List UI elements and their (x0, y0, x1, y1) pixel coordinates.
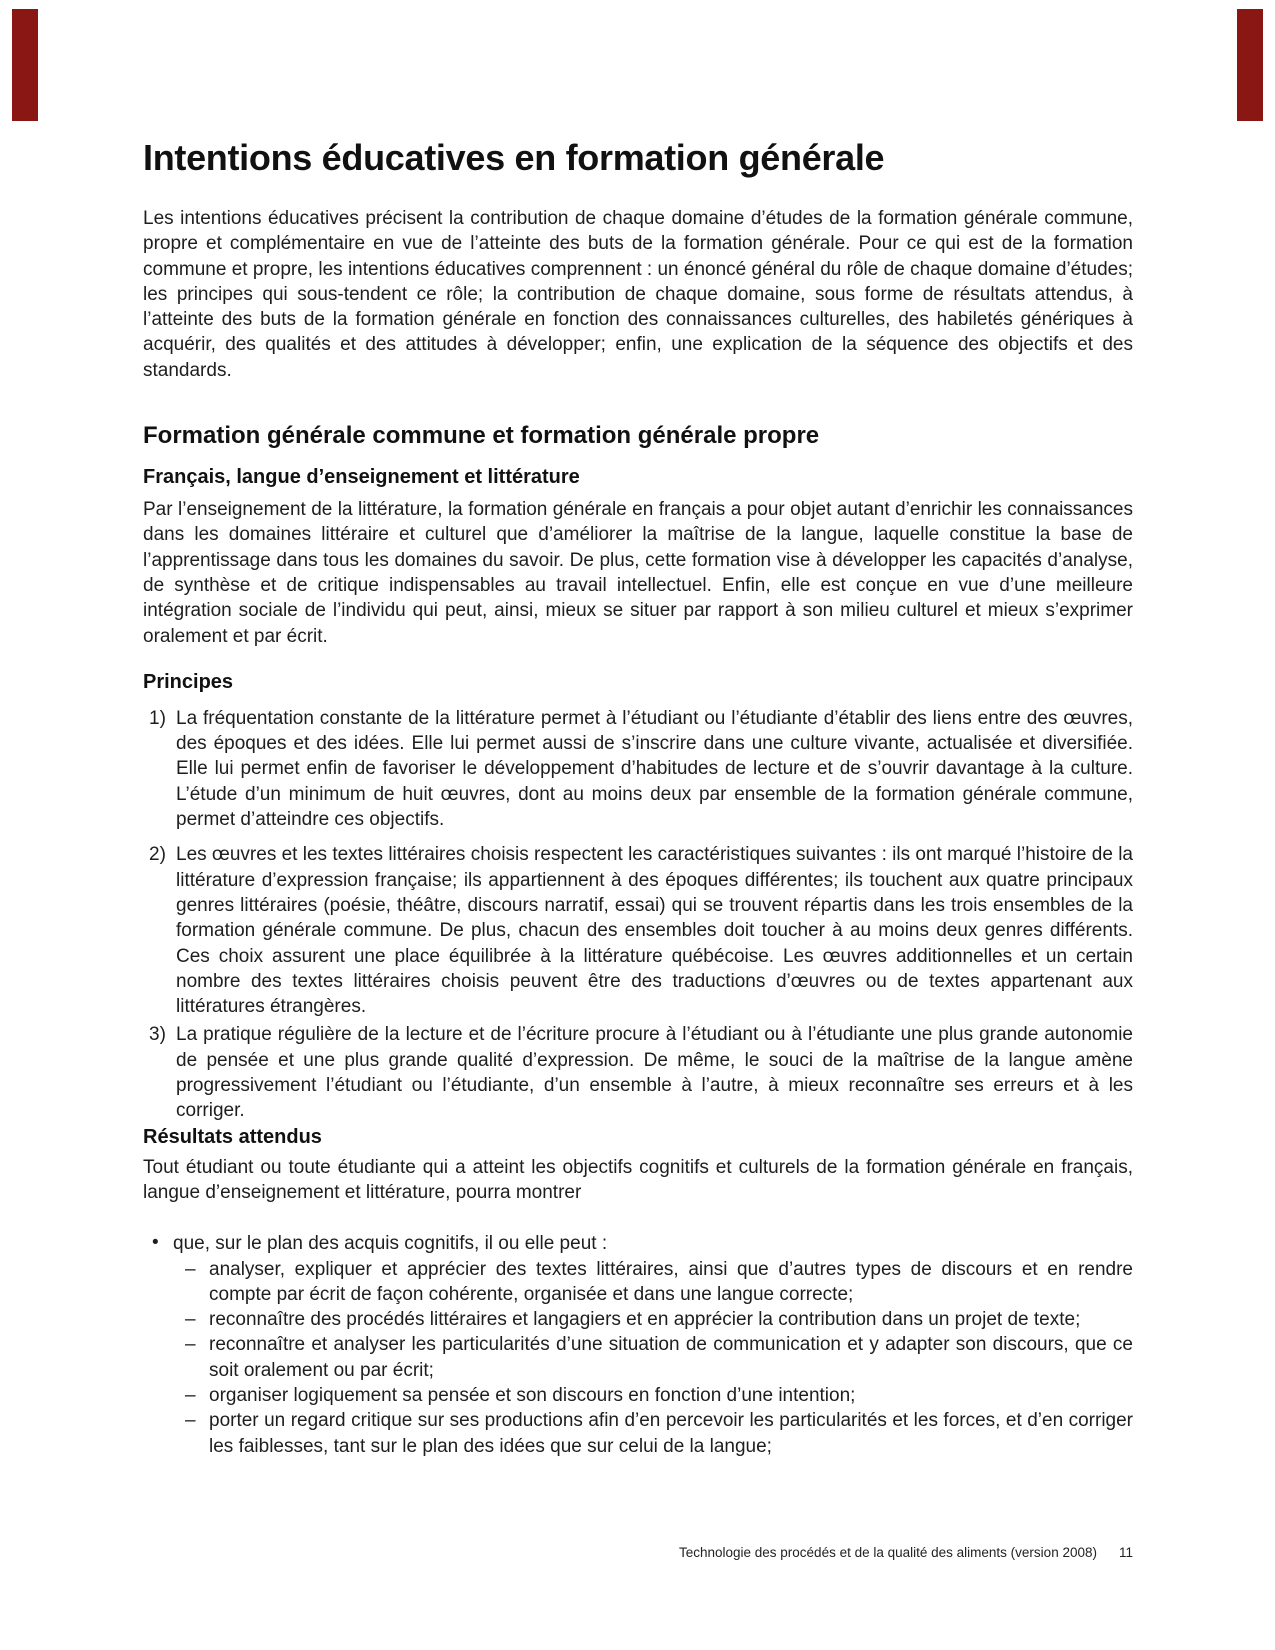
dash-item-text: porter un regard critique sur ses productions afin d’en percevoir les particularités et les forces, et d’en corriger les faiblesses, tant sur le plan des idées que sur celui de la langue; (209, 1410, 1133, 1457)
intro-paragraph: Les intentions éducatives précisent la contribution de chaque domaine d’études de la formation générale commune, propre et complémentaire en vue de l’atteinte des buts de la formation générale. Pour ce qui est de la formation commune et propre, les intentions éducatives comprennent : un énoncé général du rôle de chaque domaine d’études; les principes qui sous-tendent ce rôle; la contribution de chaque domaine, sous forme de résultats attendus, à l’atteinte des buts de la formation générale en fonction des connaissances culturelles, des habiletés génériques à acquérir, des qualités et des attitudes à développer; enfin, une explication de la séquence des objectifs et des standards. (143, 208, 1133, 381)
numbered-item-2 (143, 842, 1133, 1019)
list-item-text: Les œuvres et les textes littéraires choisis respectent les caractéristiques suivantes : ils ont marqué l’histoire de la littérature d’expression française; ils appartiennent à des époques différentes; ils touchent aux quatre principaux genres littéraires (poésie, théâtre, discours narratif, essai) qui se trouvent répartis dans les trois ensembles de la formation générale commune. De plus, chacun des ensembles doit toucher à au moins deux genres différents. Ces choix assurent une place équilibrée à la littérature québécoise. Les œuvres additionnelles et un certain nombre des textes littéraires choisis peuvent être des traductions d’œuvres ou de textes appartenant aux littératures étrangères. (176, 844, 1133, 1018)
bullet-item-text: que, sur le plan des acquis cognitifs, il ou elle peut : (173, 1233, 608, 1255)
dash-icon: – (185, 1334, 196, 1356)
dash-item-text: reconnaître des procédés littéraires et langagiers et en apprécier la contribution dans un projet de texte; (209, 1309, 1081, 1331)
page-title: Intentions éducatives en formation générale (143, 137, 885, 178)
resultats-intro-paragraph: Tout étudiant ou toute étudiante qui a atteint les objectifs cognitifs et culturels de la formation générale en français, langue d’enseignement et littérature, pourra montrer (143, 1156, 1133, 1203)
dash-item-2 (185, 1307, 1133, 1332)
page-number: 11 (1118, 1545, 1133, 1560)
dash-item-3 (185, 1332, 1133, 1383)
dash-item-text: analyser, expliquer et apprécier des textes littéraires, ainsi que d’autres types de discours et en rendre compte par écrit de façon cohérente, organisée et dans une langue correcte; (209, 1258, 1133, 1305)
red-corner-mark-left (12, 9, 38, 121)
dash-item-1 (185, 1257, 1133, 1308)
dash-item-text: reconnaître et analyser les particularités d’une situation de communication et y adapter son discours, que ce soit oralement ou par écrit; (209, 1334, 1133, 1381)
dash-item-4 (185, 1383, 1133, 1408)
dash-icon: – (185, 1258, 196, 1280)
bullet-item (143, 1231, 1133, 1256)
red-corner-mark-right (1237, 9, 1263, 121)
dash-icon: – (185, 1410, 196, 1432)
section-title-formation: Formation générale commune et formation générale propre (143, 422, 820, 450)
list-number: 2) (149, 844, 166, 866)
list-number: 1) (149, 707, 166, 729)
list-number: 3) (149, 1024, 166, 1046)
subsection-title-francais: Français, langue d’enseignement et littérature (143, 466, 580, 489)
numbered-item-3 (143, 1022, 1133, 1123)
list-item-text: La fréquentation constante de la littérature permet à l’étudiant ou l’étudiante d’établir des liens entre des œuvres, des époques et des idées. Elle lui permet aussi de s’inscrire dans une culture vivante, actualisée et diversifiée. Elle lui permet enfin de favoriser le développement d’habitudes de lecture et de s’ouvrir davantage à la culture. L’étude d’un minimum de huit œuvres, dont au moins deux par ensemble de la formation générale commune, permet d’atteindre ces objectifs. (176, 707, 1133, 831)
numbered-item-1 (143, 706, 1133, 832)
dash-icon: – (185, 1384, 196, 1406)
page-footer (143, 1544, 1133, 1561)
dash-item-text: organiser logiquement sa pensée et son discours en fonction d’une intention; (209, 1384, 856, 1406)
cognitive-skills-list (143, 1231, 1133, 1459)
dash-item-5 (185, 1408, 1133, 1459)
list-item-text: La pratique régulière de la lecture et de l’écriture procure à l’étudiant ou à l’étudiante une plus grande autonomie de pensée et une plus grande qualité d’expression. De même, le souci de la maîtrise de la langue amène progressivement l’étudiant ou l’étudiante, d’un ensemble à l’autre, à mieux reconnaître ses erreurs et à les corriger. (176, 1024, 1133, 1122)
heading-resultats-attendus: Résultats attendus (143, 1125, 322, 1148)
dash-icon: – (185, 1309, 196, 1331)
heading-principes: Principes (143, 670, 234, 693)
bullet-icon: • (152, 1232, 159, 1254)
page-content (143, 0, 1133, 1459)
footer-document-title: Technologie des procédés et de la qualité des aliments (version 2008) (678, 1545, 1097, 1560)
francais-paragraph: Par l’enseignement de la littérature, la formation générale en français a pour objet autant d’enrichir les connaissances dans les domaines littéraire et culturel que d’améliorer la maîtrise de la langue, laquelle constitue la base de l’apprentissage dans tous les domaines du savoir. De plus, cette formation vise à développer les capacités d’analyse, de synthèse et de critique indispensables au travail intellectuel. Enfin, elle est conçue en vue d’une meilleure intégration sociale de l’individu qui peut, ainsi, mieux se situer par rapport à son milieu culturel et mieux s’exprimer oralement et par écrit. (143, 499, 1133, 647)
